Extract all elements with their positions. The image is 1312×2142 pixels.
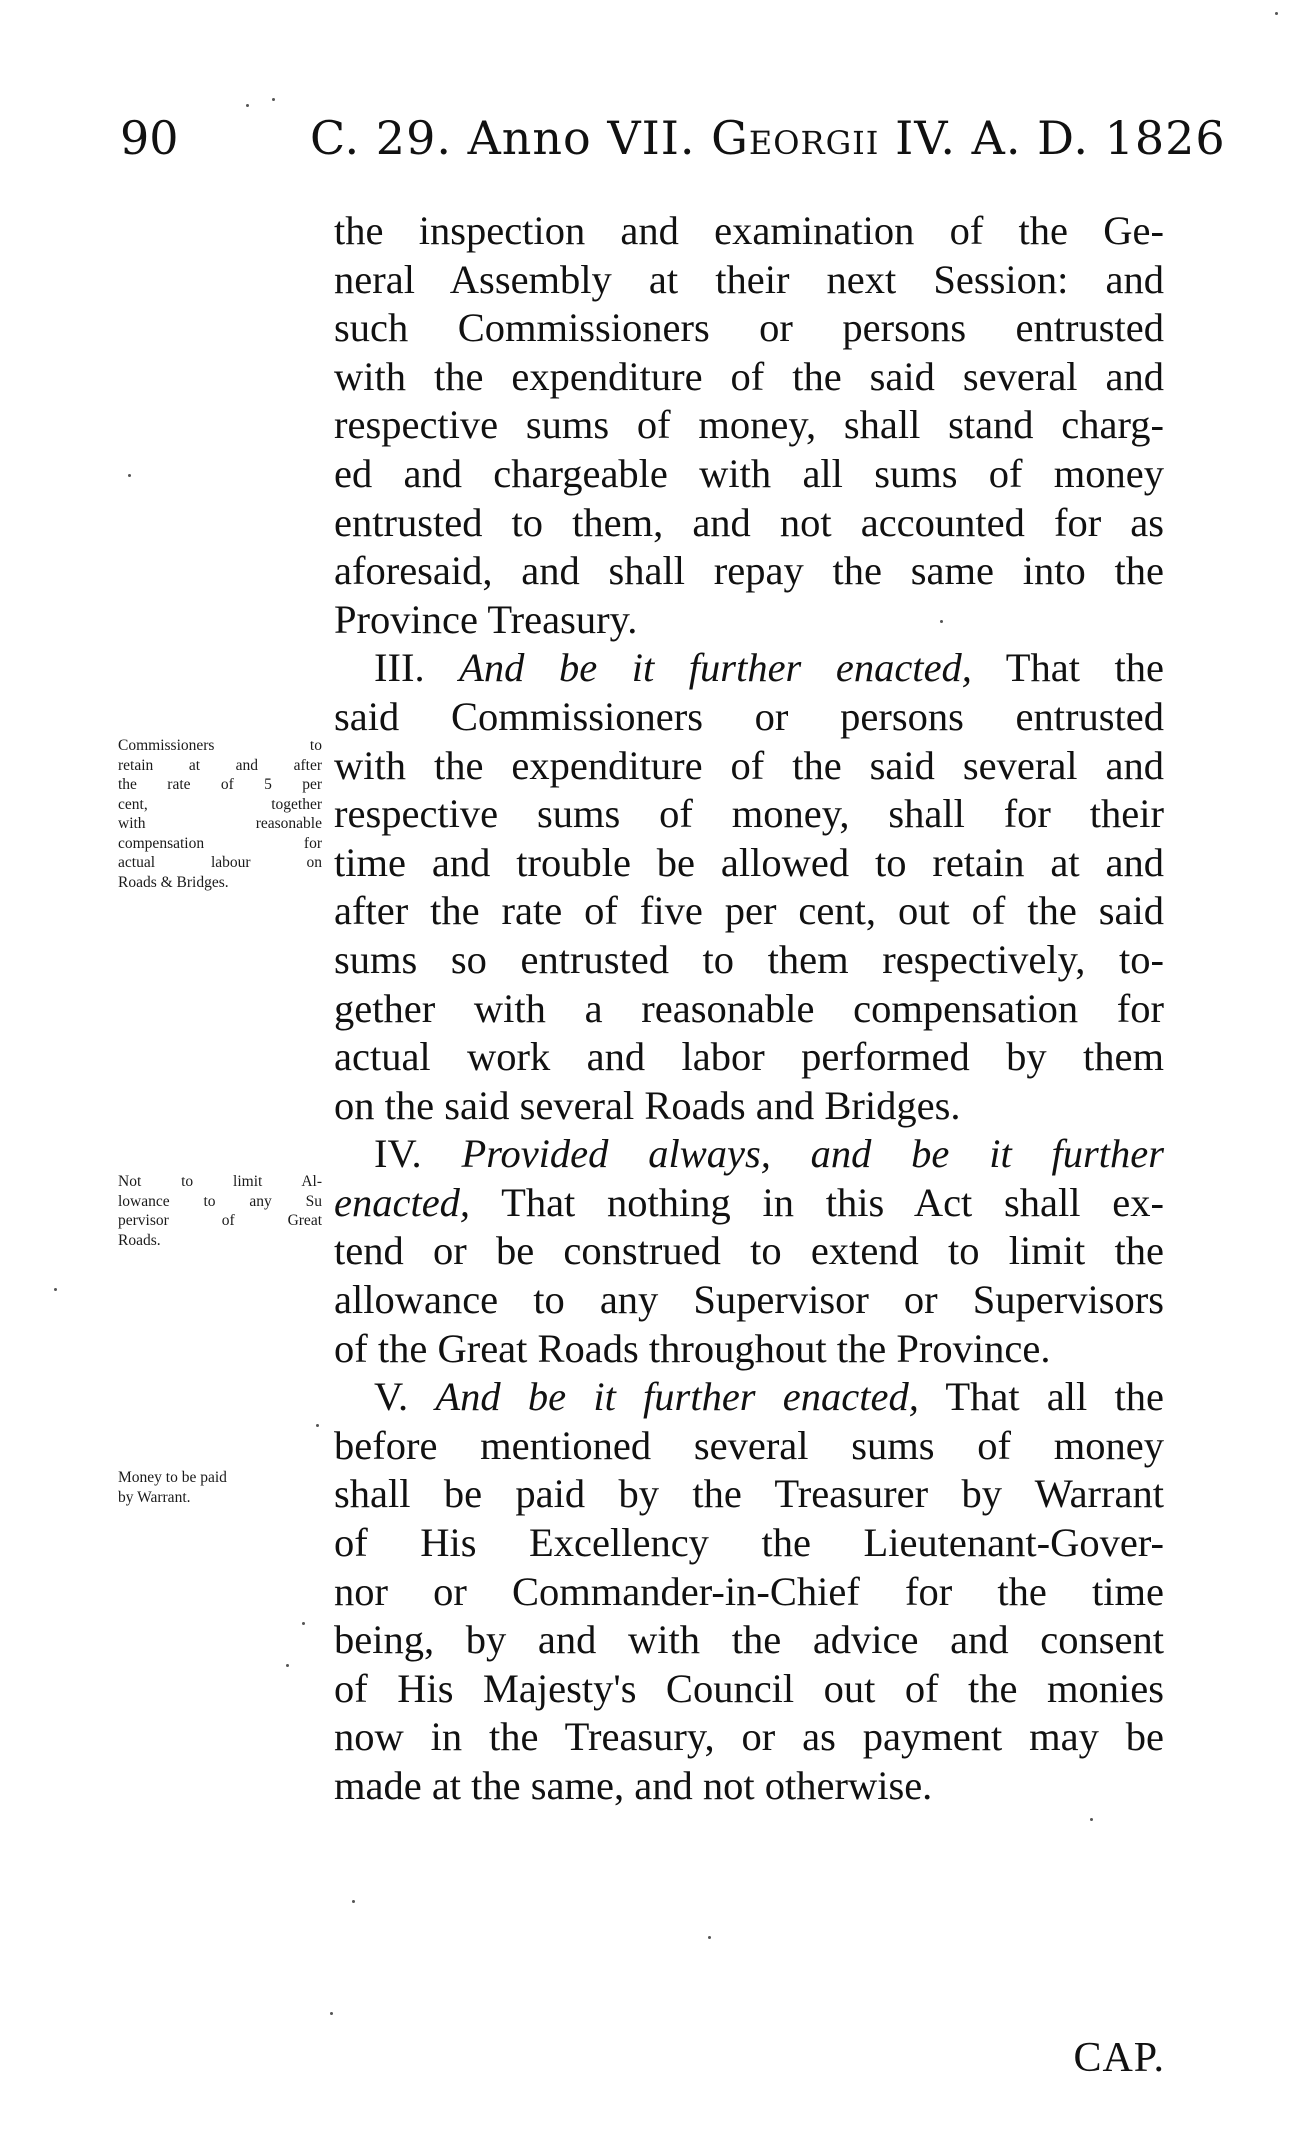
page-number: 90 xyxy=(120,111,179,165)
speck xyxy=(246,104,249,107)
speck xyxy=(286,1664,289,1667)
catchword: CAP. xyxy=(1073,2035,1165,2081)
margin-note-warrant xyxy=(118,1468,322,1507)
speck xyxy=(272,98,275,101)
text-line: such Commissioners or persons entrusted xyxy=(334,305,1164,351)
text-line: with the expenditure of the said several and xyxy=(334,353,1164,399)
text-line: tend or be construed to extend to limit the xyxy=(334,1228,1164,1274)
text-line xyxy=(334,1179,1164,1228)
margin-note-commissioners xyxy=(118,736,322,892)
text-line: Province Treasury. xyxy=(334,596,638,642)
margin-note-line: pervisor of Great xyxy=(118,1212,322,1229)
text-line: respective sums of money, shall stand charg- xyxy=(334,402,1164,448)
margin-note-line: Not to limit Al- xyxy=(118,1173,322,1190)
text-line: neral Assembly at their next Session: and xyxy=(334,256,1164,302)
margin-note-line: retain at and after xyxy=(118,756,322,774)
text-line: of the Great Roads throughout the Province. xyxy=(334,1325,1051,1371)
text-line: respective sums of money, shall for their xyxy=(334,791,1164,837)
text-line: of His Excellency the Lieutenant-Gover- xyxy=(334,1520,1164,1566)
running-title-suffix: IV. A. D. 1826 xyxy=(879,111,1226,165)
margin-note-line: Money to be paid xyxy=(118,1469,227,1486)
text-line: before mentioned several sums of money xyxy=(334,1422,1164,1468)
running-title-prefix: C. 29. Anno VII. xyxy=(310,111,712,165)
speck xyxy=(128,474,131,477)
text-line: shall be paid by the Treasurer by Warrant xyxy=(334,1471,1164,1517)
margin-note-allowance xyxy=(118,1172,322,1250)
text-line: sums so entrusted to them respectively, to- xyxy=(334,936,1164,982)
text-line: of His Majesty's Council out of the monies xyxy=(334,1665,1164,1711)
text-line: the inspection and examination of the Ge- xyxy=(334,208,1164,253)
speck xyxy=(708,1936,711,1939)
text-line: now in the Treasury, or as payment may be xyxy=(334,1714,1164,1760)
section-3-heading-line xyxy=(334,644,1164,693)
margin-note-line: actual labour on xyxy=(118,854,322,871)
margin-note-line: the rate of 5 per xyxy=(118,776,322,793)
speck xyxy=(302,1622,305,1625)
section-4-proviso-formula: Provided always, and be it further xyxy=(461,1131,1165,1177)
text-line: being, by and with the advice and consent xyxy=(334,1617,1164,1663)
margin-note-line: Roads. xyxy=(118,1231,161,1249)
section-4-formula-end: enacted, xyxy=(334,1179,471,1225)
section-4-numeral: IV. xyxy=(374,1131,462,1177)
section-5-enacting-formula: And be it further enacted, xyxy=(435,1374,919,1420)
text-line: gether with a reasonable compensation for xyxy=(334,985,1164,1031)
margin-note-line: compensation for xyxy=(118,834,322,852)
speck xyxy=(940,620,943,623)
page-header xyxy=(120,108,1226,168)
text-line: with the expenditure of the said several and xyxy=(334,742,1164,788)
text-line: on the said several Roads and Bridges. xyxy=(334,1082,961,1128)
running-title xyxy=(310,108,1226,168)
speck xyxy=(1090,1818,1093,1821)
section-4-heading-line xyxy=(334,1130,1164,1179)
text-line: nor or Commander-in-Chief for the time xyxy=(334,1568,1164,1614)
margin-note-line: by Warrant. xyxy=(118,1488,191,1506)
main-text xyxy=(334,207,1164,1811)
text-line: ed and chargeable with all sums of money xyxy=(334,450,1164,496)
text-line: actual work and labor performed by them xyxy=(334,1034,1164,1080)
text-line: time and trouble be allowed to retain at and xyxy=(334,839,1164,885)
margin-note-line: Roads & Bridges. xyxy=(118,873,229,891)
margin-note-line: with reasonable xyxy=(118,815,322,832)
text-line: entrusted to them, and not accounted for as xyxy=(334,499,1164,545)
speck xyxy=(330,2012,333,2015)
speck xyxy=(316,1424,319,1427)
section-3-numeral: III. xyxy=(374,645,460,691)
section-5-numeral: V. xyxy=(374,1374,436,1420)
section-3-text: That the xyxy=(971,645,1165,691)
section-5-heading-line xyxy=(334,1373,1164,1422)
section-3-enacting-formula: And be it further enacted, xyxy=(459,645,972,691)
speck xyxy=(1275,12,1278,15)
section-4-text: That nothing in this Act shall ex- xyxy=(470,1179,1164,1225)
text-line: said Commissioners or persons entrusted xyxy=(334,693,1164,739)
text-line: allowance to any Supervisor or Supervisors xyxy=(334,1277,1164,1323)
margin-note-line: Commissioners to xyxy=(118,737,322,754)
speck xyxy=(54,1288,57,1291)
running-title-georgii: Georgii xyxy=(711,111,880,165)
text-line: made at the same, and not otherwise. xyxy=(334,1763,933,1808)
section-5-text: That all the xyxy=(918,1374,1165,1420)
speck xyxy=(352,1900,355,1903)
margin-note-line: cent, together xyxy=(118,795,322,813)
text-line: after the rate of five per cent, out of the said xyxy=(334,888,1164,934)
text-line: aforesaid, and shall repay the same into the xyxy=(334,548,1164,594)
margin-note-line: lowance to any Su xyxy=(118,1192,322,1210)
